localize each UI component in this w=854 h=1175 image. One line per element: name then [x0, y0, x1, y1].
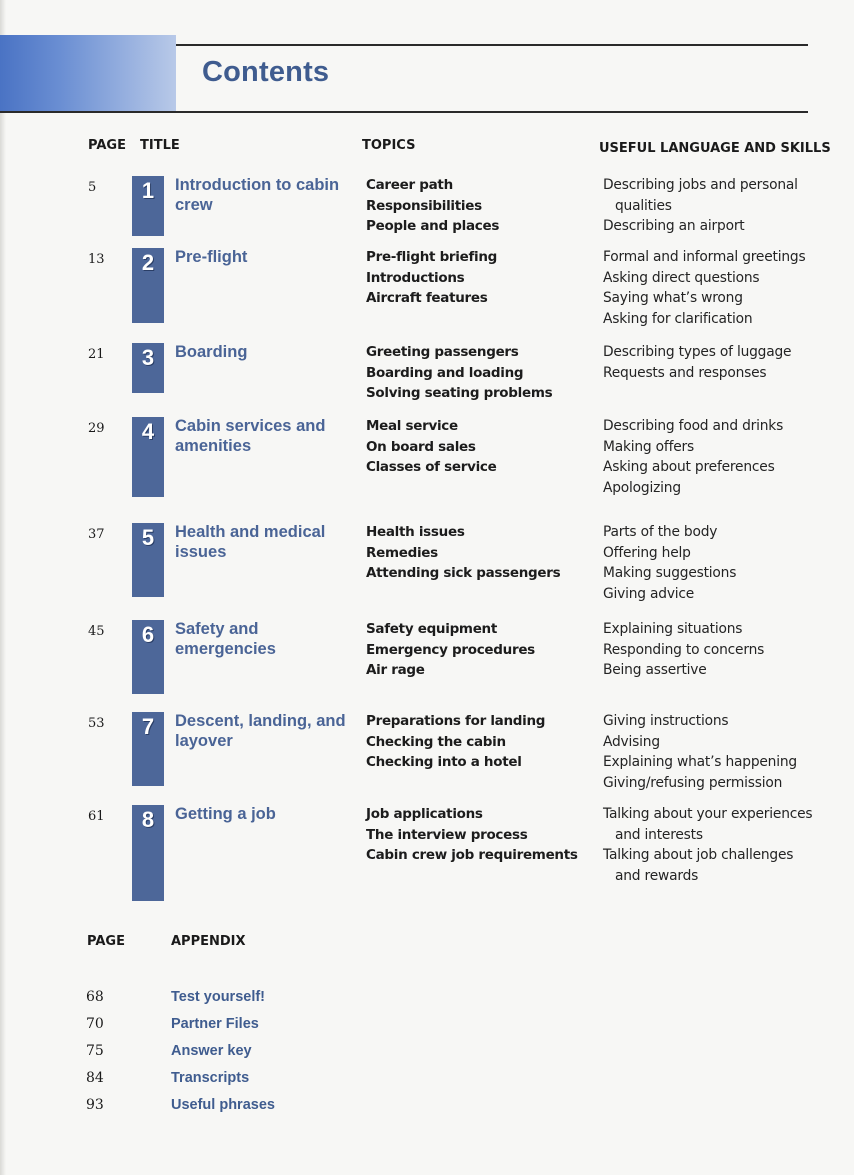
useful-language-item: Describing food and drinks	[603, 418, 784, 434]
appendix-title[interactable]: Test yourself!	[171, 989, 266, 1005]
topic-item: Meal service	[366, 418, 458, 434]
topic-item: Remedies	[366, 544, 438, 561]
unit-topics-list	[366, 175, 499, 237]
unit-topics-list	[366, 804, 578, 866]
topic-item: Checking the cabin	[366, 733, 506, 750]
useful-language-item: Apologizing	[603, 479, 681, 496]
unit-useful-language-list	[603, 522, 736, 604]
topic-item: Checking into a hotel	[366, 754, 522, 770]
unit-useful-language-list	[603, 711, 797, 793]
page-title: Contents	[202, 56, 330, 88]
appendix-title[interactable]: Partner Files	[171, 1016, 259, 1032]
topic-item: On board sales	[366, 438, 476, 455]
useful-language-item: Talking about your experiences	[603, 806, 813, 822]
appendix-title[interactable]: Useful phrases	[171, 1097, 275, 1113]
header-rule-bottom	[0, 111, 808, 113]
topic-item: Pre-flight briefing	[366, 249, 498, 265]
unit-page-number: 37	[88, 527, 105, 542]
appendix-row	[0, 1070, 854, 1097]
appendix-title[interactable]: Answer key	[171, 1043, 252, 1059]
topic-item: Safety equipment	[366, 621, 498, 637]
unit-topics-list	[366, 416, 497, 478]
unit-useful-language-list	[603, 175, 798, 237]
useful-language-item: Responding to concerns	[603, 641, 765, 658]
unit-topics-list	[366, 619, 535, 681]
topic-item: Attending sick passengers	[366, 565, 561, 581]
unit-page-number: 45	[88, 624, 105, 639]
topic-item: Career path	[366, 177, 453, 193]
unit-useful-language-list	[603, 416, 783, 498]
useful-language-item: qualities	[615, 197, 672, 214]
useful-language-item: Describing jobs and personal	[603, 177, 798, 193]
useful-language-item: Talking about job challenges	[603, 847, 794, 863]
unit-useful-language-list	[603, 247, 805, 329]
useful-language-item: Giving/refusing permission	[603, 774, 783, 791]
unit-topics-list	[366, 247, 497, 309]
unit-topics-list	[366, 711, 545, 773]
unit-number-badge: 8	[141, 807, 155, 832]
topic-item: Health issues	[366, 524, 465, 540]
topic-item: Boarding and loading	[366, 364, 524, 381]
unit-number-badge: 1	[141, 178, 155, 203]
useful-language-item: and interests	[615, 826, 703, 843]
topic-item: Preparations for landing	[366, 713, 546, 729]
useful-language-item: Asking for clarification	[603, 310, 753, 327]
column-header-page: PAGE	[88, 138, 126, 153]
unit-title[interactable]: Introduction to cabin crew	[175, 176, 340, 214]
useful-language-item: Explaining what’s happening	[603, 754, 797, 770]
appendix-header-title: APPENDIX	[171, 934, 246, 949]
appendix-row	[0, 1016, 854, 1043]
header-color-block	[0, 35, 176, 111]
appendix-title[interactable]: Transcripts	[171, 1070, 250, 1086]
unit-page-number: 5	[88, 180, 97, 195]
topic-item: People and places	[366, 218, 500, 234]
useful-language-item: Describing an airport	[603, 218, 745, 234]
column-header-title: TITLE	[140, 138, 180, 153]
topic-item: Air rage	[366, 662, 425, 678]
useful-language-item: Making offers	[603, 438, 694, 455]
column-header-topics: TOPICS	[362, 138, 416, 153]
appendix-page-number: 93	[86, 1097, 104, 1113]
unit-title[interactable]: Descent, landing, and layover	[175, 712, 346, 750]
useful-language-item: Formal and informal greetings	[603, 249, 806, 265]
useful-language-item: Making suggestions	[603, 565, 737, 581]
useful-language-item: Giving instructions	[603, 713, 729, 729]
unit-number-badge: 7	[141, 714, 155, 739]
appendix-page-number: 84	[86, 1070, 104, 1086]
useful-language-item: Advising	[603, 733, 660, 750]
appendix-page-number: 70	[86, 1016, 104, 1032]
column-header-useful-language: USEFUL LANGUAGE AND SKILLS	[599, 141, 831, 156]
useful-language-item: and rewards	[615, 867, 699, 884]
appendix-page-number: 75	[86, 1043, 104, 1059]
appendix-header-page: PAGE	[87, 934, 125, 949]
unit-page-number: 53	[88, 716, 105, 731]
useful-language-item: Offering help	[603, 544, 691, 561]
unit-number-badge: 4	[141, 419, 155, 444]
appendix-row	[0, 1043, 854, 1070]
unit-title[interactable]: Safety and emergencies	[175, 620, 276, 658]
unit-page-number: 21	[88, 347, 105, 362]
unit-useful-language-list	[603, 804, 812, 886]
header-rule-top	[176, 44, 808, 46]
unit-title[interactable]: Health and medical issues	[175, 523, 326, 561]
unit-number-badge: 6	[141, 622, 155, 647]
topic-item: Classes of service	[366, 459, 497, 475]
useful-language-item: Asking about preferences	[603, 459, 775, 475]
unit-useful-language-list	[603, 619, 764, 681]
unit-number-badge: 5	[141, 525, 155, 550]
topic-item: Solving seating problems	[366, 385, 553, 401]
unit-topics-list	[366, 522, 560, 584]
useful-language-item: Saying what’s wrong	[603, 290, 743, 306]
useful-language-item: Explaining situations	[603, 621, 743, 637]
useful-language-item: Requests and responses	[603, 364, 767, 381]
useful-language-item: Giving advice	[603, 585, 695, 602]
unit-page-number: 29	[88, 421, 105, 436]
topic-item: Introductions	[366, 269, 465, 286]
unit-page-number: 61	[88, 809, 105, 824]
useful-language-item: Parts of the body	[603, 524, 718, 540]
unit-topics-list	[366, 342, 552, 404]
unit-title[interactable]: Boarding	[175, 343, 248, 361]
appendix-page-number: 68	[86, 989, 104, 1005]
unit-title[interactable]: Pre-flight	[175, 248, 248, 266]
unit-number-badge: 3	[141, 345, 155, 370]
topic-item: Job applications	[366, 806, 483, 822]
unit-number-badge: 2	[141, 250, 155, 275]
useful-language-item: Asking direct questions	[603, 269, 760, 286]
unit-page-number: 13	[88, 252, 105, 267]
topic-item: The interview process	[366, 826, 528, 843]
appendix-row	[0, 1097, 854, 1124]
useful-language-item: Describing types of luggage	[603, 344, 792, 360]
topic-item: Responsibilities	[366, 197, 482, 214]
topic-item: Cabin crew job requirements	[366, 847, 578, 863]
unit-title[interactable]: Getting a job	[175, 805, 276, 823]
unit-title[interactable]: Cabin services and amenities	[175, 417, 326, 455]
unit-useful-language-list	[603, 342, 791, 383]
topic-item: Aircraft features	[366, 290, 488, 306]
useful-language-item: Being assertive	[603, 662, 707, 678]
appendix-row	[0, 989, 854, 1016]
topic-item: Greeting passengers	[366, 344, 519, 360]
topic-item: Emergency procedures	[366, 641, 535, 658]
